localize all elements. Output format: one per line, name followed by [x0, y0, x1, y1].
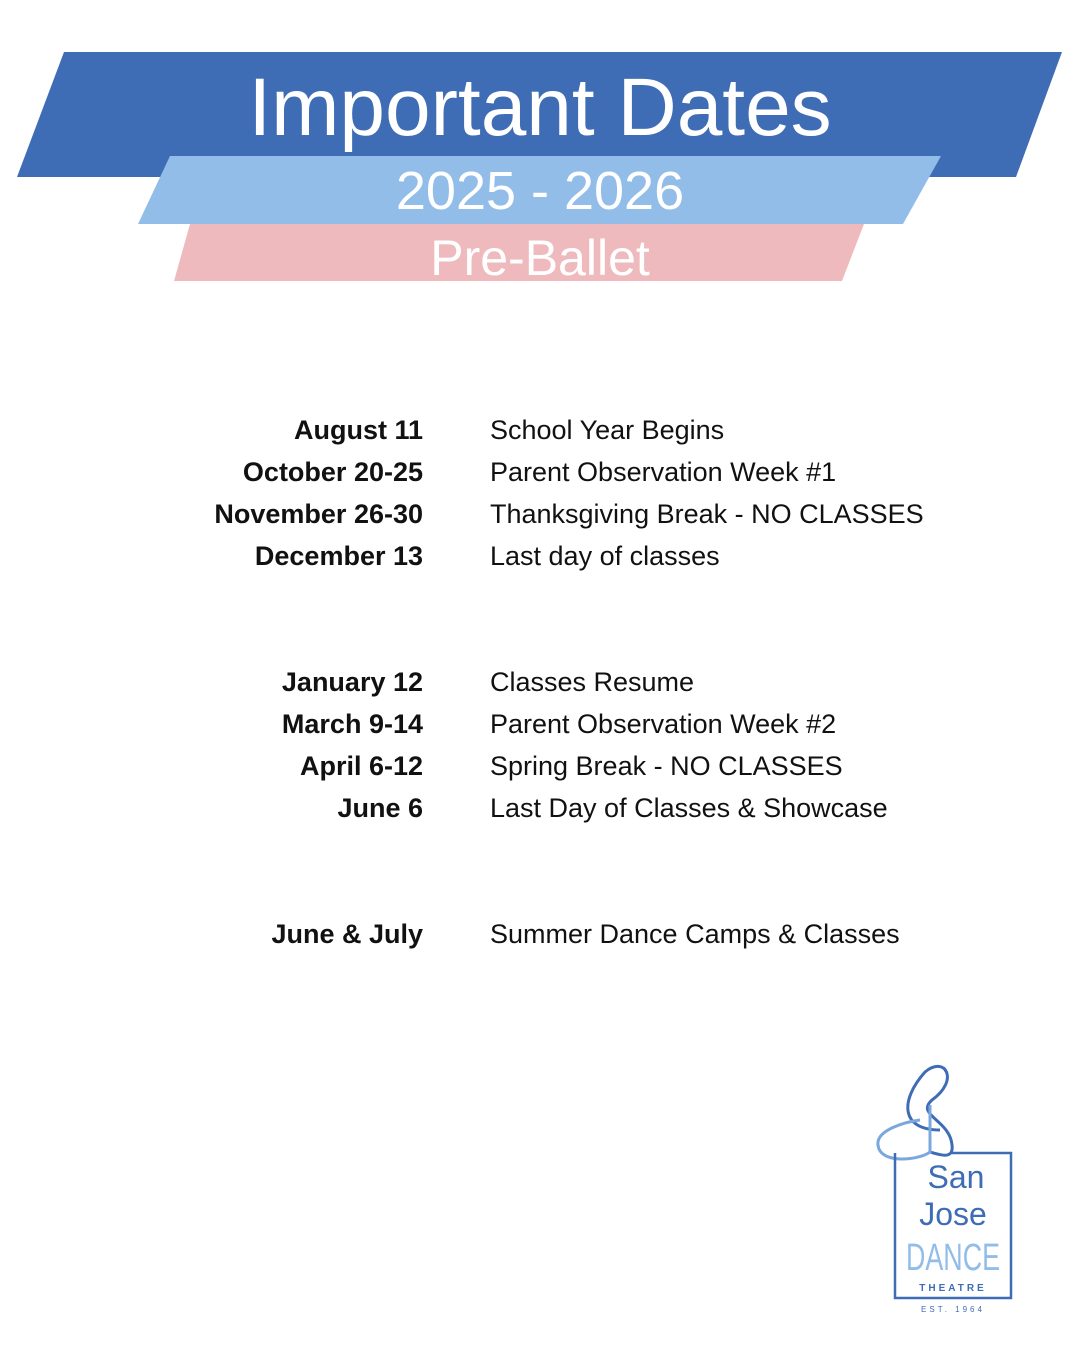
event-description: Last Day of Classes & Showcase [490, 793, 888, 823]
event-row [0, 745, 1080, 787]
event-date: August 11 [293, 415, 423, 445]
event-description: Spring Break - NO CLASSES [490, 751, 843, 781]
event-date: January 12 [281, 667, 423, 697]
event-description: Parent Observation Week #2 [490, 709, 837, 739]
event-date: October 20-25 [242, 457, 423, 487]
program-name: Pre-Ballet [430, 230, 650, 286]
event-date: June & July [271, 919, 423, 949]
event-date: April 6-12 [299, 751, 423, 781]
logo-est: EST. 1964 [921, 1305, 985, 1314]
event-description: Thanksgiving Break - NO CLASSES [490, 499, 924, 529]
event-row [0, 913, 1080, 955]
san-jose-dance-theatre-logo [870, 1060, 1020, 1320]
event-description: Summer Dance Camps & Classes [490, 919, 900, 949]
event-row [0, 493, 1080, 535]
event-row [0, 703, 1080, 745]
event-row [0, 661, 1080, 703]
event-row [0, 409, 1080, 451]
event-row [0, 451, 1080, 493]
event-description: Classes Resume [490, 667, 695, 697]
logo-theatre: THEATRE [919, 1283, 987, 1294]
school-year: 2025 - 2026 [395, 161, 685, 221]
event-description: School Year Begins [490, 415, 725, 445]
event-description: Parent Observation Week #1 [490, 457, 837, 487]
event-description: Last day of classes [490, 541, 720, 571]
logo-jose: Jose [919, 1196, 987, 1232]
logo-san: San [927, 1159, 985, 1195]
logo-dance: DANCE [906, 1237, 1000, 1279]
event-date: June 6 [337, 793, 423, 823]
event-row [0, 535, 1080, 577]
event-date: March 9-14 [281, 709, 423, 739]
event-row [0, 787, 1080, 829]
event-date: December 13 [254, 541, 423, 571]
event-date: November 26-30 [214, 499, 423, 529]
page-title: Important Dates [248, 62, 832, 153]
